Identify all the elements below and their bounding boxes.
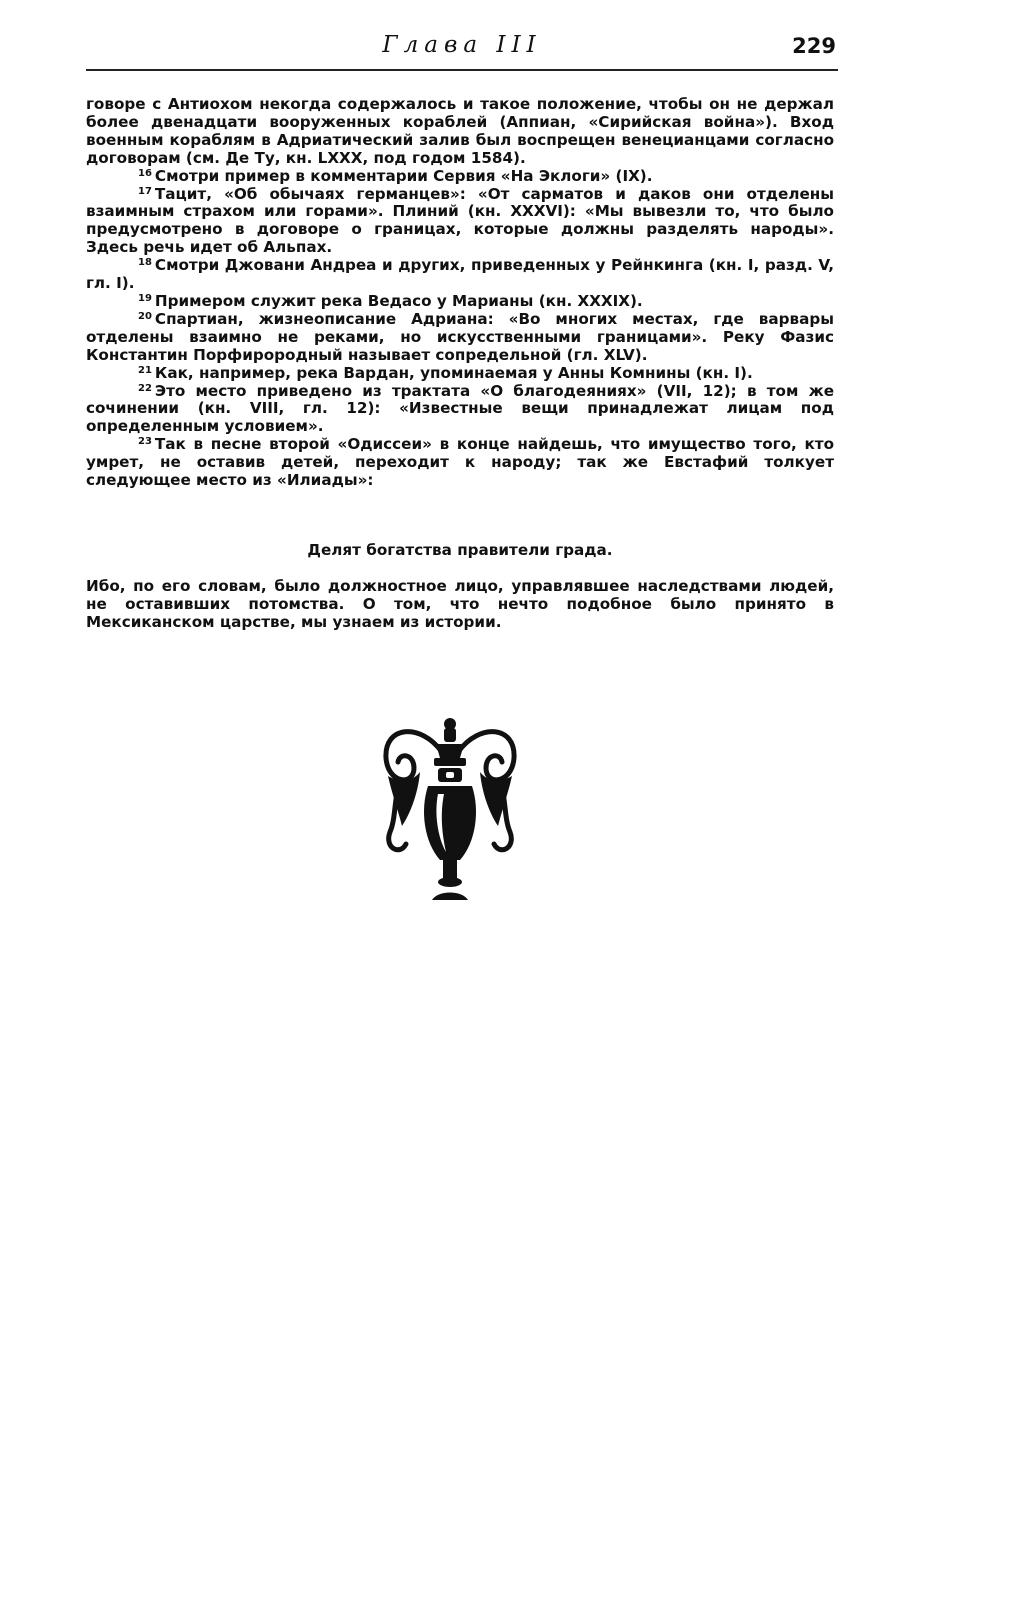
note-number: 20 [138,310,152,322]
footnotes-block [86,96,834,490]
note-text: Как, например, река Вардан, упоминаемая у Анны Комнины (кн. I). [154,363,753,382]
note-text: Примером служит река Ведасо у Марианы (кн. XXXIX). [154,291,643,310]
chapter-title: Глава III [382,32,542,58]
note-text: Спартиан, жизнеописание Адриана: «Во многих местах, где варвары отделены взаимно не реками, но искусственными границами». Реку Фазис Константин Порфирородный называет сопредельной (гл. XLV). [86,309,834,364]
note-number: 22 [138,382,152,394]
verse-quote: Делят богатства правители града. [307,541,613,559]
note-text: Так в песне второй «Одиссеи» в конце найдешь, что имущество того, кто умрет, не оставив детей, переходит к народу; так же Евстафий толкует следующее место из «Илиады»: [86,435,834,490]
note-continuation [86,96,834,168]
note-23 [86,436,834,490]
note-text: Смотри Джовани Андреа и других, приведенных у Рейнкинга (кн. I, разд. V, гл. I). [86,256,834,293]
page-number: 229 [792,34,836,58]
note-18 [86,257,834,293]
note-21 [86,365,834,383]
note-number: 19 [138,292,152,304]
note-number: 21 [138,364,152,376]
note-22 [86,383,834,437]
header-rule [86,69,838,71]
closing-text: Ибо, по его словам, было должностное лицо, управлявшее наследствами людей, не оставивших потомства. О том, что нечто подобное было принято в Мексиканском царстве, мы узнаем из истории. [86,577,834,631]
note-number: 16 [138,167,152,179]
note-number: 17 [138,185,152,197]
note-text: Это место приведено из трактата «О благодеяниях» (VII, 12); в том же сочинении (кн. VIII, гл. 12): «Известные вещи принадлежат лицам под определенным условием». [86,381,834,436]
running-head [86,28,838,68]
note-number: 23 [138,436,152,448]
note-20 [86,311,834,365]
closing-paragraph [86,578,834,632]
note-text: Тацит, «Об обычаях германцев»: «От сарматов и даков они отделены взаимным страхом или горами». Плиний (кн. XXXVI): «Мы вывезли то, что было предусмотрено в договоре о границах, которые должны разделять народы». Здесь речь идет об Альпах. [86,184,834,257]
note-text: Смотри пример в комментарии Сервия «На Эклоги» (IX). [154,166,653,185]
note-number: 18 [138,257,152,269]
note-16 [86,168,834,186]
note-19 [86,293,834,311]
vase-ornament-icon [380,714,520,910]
note-text: говоре с Антиохом некогда содержалось и такое положение, чтобы он не держал более двенадцати вооруженных кораблей (Аппиан, «Сирийская война»). Вход военным кораблям в Адриатический залив был воспрещен венецианцами согласно договорам (см. Де Ту, кн. LXXX, под годом 1584). [86,95,834,167]
note-17 [86,186,834,258]
